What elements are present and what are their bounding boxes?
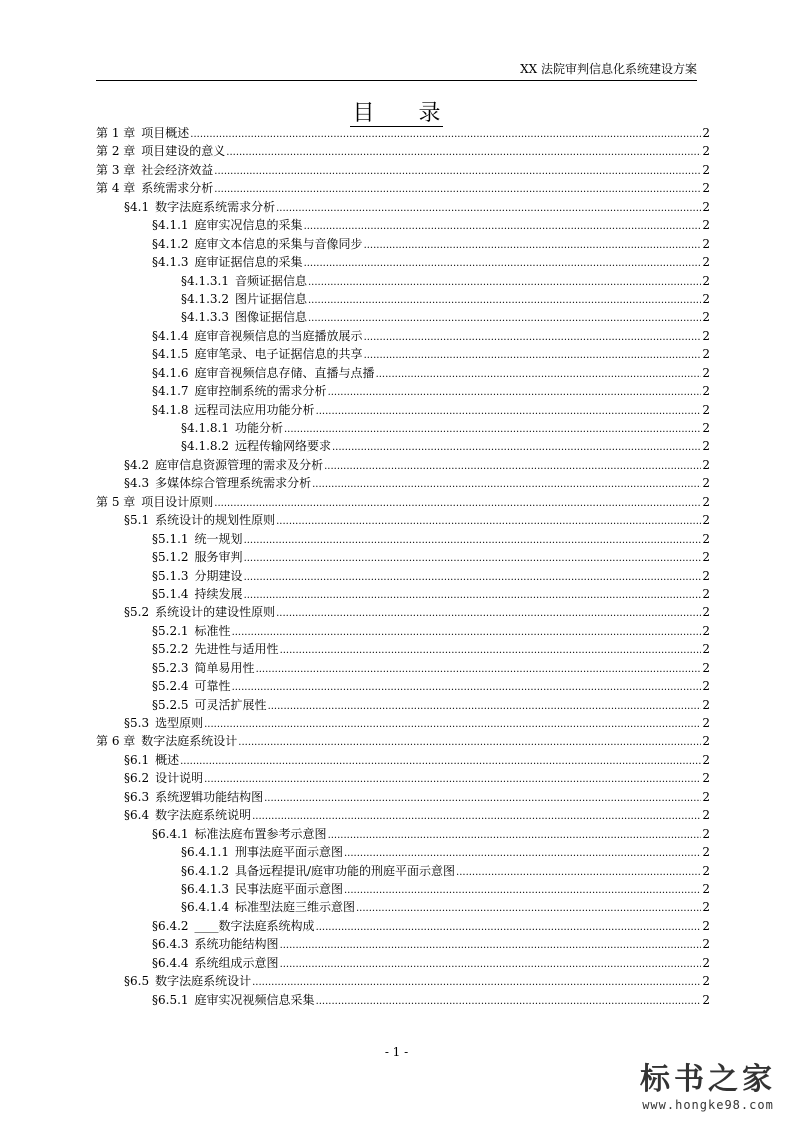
toc-entry-number: §5.1.4: [152, 586, 189, 601]
toc-entry-label: 庭审文本信息的采集与音像同步: [194, 236, 363, 251]
toc-entry[interactable]: [96, 548, 710, 566]
toc-entry-number: §6.4.4: [152, 955, 189, 970]
toc-entry[interactable]: [96, 456, 710, 474]
toc-entry-label: 庭审实况视频信息采集: [194, 992, 315, 1007]
toc-entry-page: 2: [702, 789, 710, 804]
toc-entry[interactable]: [96, 511, 710, 529]
toc-entry[interactable]: [96, 898, 710, 916]
toc-leader-dots: [190, 126, 701, 144]
toc-entry[interactable]: [96, 640, 710, 658]
toc-entry-number: §4.1.7: [152, 384, 189, 399]
toc-entry-label: 庭审信息资源管理的需求及分析: [155, 457, 324, 472]
toc-entry-label: 概述: [155, 752, 180, 767]
toc-entry-label: 功能分析: [234, 421, 283, 435]
toc-leader-dots: [244, 587, 702, 605]
running-header: XX 法院审判信息化系统建设方案: [520, 62, 697, 76]
toc-entry-label: 项目建设的意义: [141, 144, 226, 159]
toc-entry[interactable]: [96, 880, 710, 898]
toc-entry-label: 持续发展: [194, 586, 243, 601]
toc-entry-number: §6.4.1: [152, 826, 189, 841]
toc-entry[interactable]: [96, 345, 710, 363]
toc-entry[interactable]: [96, 142, 710, 160]
toc-entry[interactable]: [96, 401, 710, 419]
toc-entry-number: §4.1.3.3: [181, 310, 229, 325]
toc-entry-page: 2: [702, 310, 710, 325]
toc-entry-label: 简单易用性: [194, 660, 255, 675]
toc-entry-number: §5.2: [124, 605, 150, 620]
toc-entry-page: 2: [702, 660, 710, 675]
toc-entry-number: §4.1.4: [152, 328, 189, 343]
toc-entry-number: §6.4: [124, 808, 150, 823]
toc-entry[interactable]: [96, 714, 710, 732]
toc-leader-dots: [364, 347, 702, 365]
toc-entry[interactable]: [96, 364, 710, 382]
toc-entry-label: 可灵活扩展性: [194, 697, 267, 712]
toc-entry-number: §4.1.8.2: [181, 439, 229, 454]
toc-entry-number: §4.1.3.2: [181, 291, 229, 306]
toc-leader-dots: [238, 734, 701, 752]
toc-title: [0, 96, 793, 127]
toc-entry-label: 民事法庭平面示意图: [234, 881, 343, 896]
toc-leader-dots: [284, 421, 701, 439]
toc-entry-number: §5.2.2: [152, 642, 189, 657]
toc-entry-label: 系统设计的规划性原则: [155, 513, 276, 528]
header-divider: [96, 80, 697, 81]
toc-entry-number: §6.4.1.2: [181, 863, 229, 878]
toc-entry[interactable]: [96, 437, 710, 455]
toc-entry-label: 庭审控制系统的需求分析: [194, 384, 327, 399]
toc-entry-page: 2: [702, 457, 710, 472]
toc-entry-number: §4.2: [124, 457, 150, 472]
toc-entry[interactable]: [96, 935, 710, 953]
toc-leader-dots: [276, 605, 701, 623]
toc-entry-number: §5.2.1: [152, 623, 189, 638]
toc-entry-label: 庭审音视频信息的当庭播放展示: [194, 328, 363, 343]
toc-entry-number: §4.1.3: [152, 255, 189, 270]
toc-entry-page: 2: [702, 937, 710, 952]
toc-entry-page: 2: [702, 992, 710, 1007]
toc-entry-page: 2: [702, 421, 710, 435]
toc-leader-dots: [304, 218, 702, 236]
toc-entry-label: 项目设计原则: [141, 494, 214, 509]
toc-entry-number: §6.4.1.1: [181, 845, 229, 860]
toc-entry-number: §4.1.5: [152, 347, 189, 362]
toc-entry-number: §5.2.3: [152, 660, 189, 675]
toc-entry-page: 2: [702, 126, 710, 140]
toc-entry-page: 2: [702, 679, 710, 694]
watermark-url: www.hongke98.com: [642, 1098, 774, 1112]
toc-leader-dots: [214, 181, 701, 199]
watermark: [633, 1062, 783, 1112]
toc-leader-dots: [328, 827, 702, 845]
toc-entry-page: 2: [702, 531, 710, 546]
toc-entry-label: 庭审实况信息的采集: [194, 218, 303, 233]
toc-entry-label: 系统设计的建设性原则: [155, 605, 276, 620]
toc-leader-dots: [252, 974, 701, 992]
toc-entry-number: §4.3: [124, 476, 150, 491]
toc-leader-dots: [308, 310, 701, 328]
toc-entry[interactable]: [96, 382, 710, 400]
toc-entry-page: 2: [702, 881, 710, 896]
toc-leader-dots: [264, 790, 701, 808]
toc-entry[interactable]: [96, 954, 710, 972]
toc-entry[interactable]: [96, 585, 710, 603]
toc-entry[interactable]: [96, 308, 710, 326]
toc-entry-page: 2: [702, 808, 710, 823]
toc-entry[interactable]: [96, 751, 710, 769]
toc-entry-label: 数字法庭系统需求分析: [155, 199, 276, 214]
table-of-contents: [96, 124, 710, 1009]
toc-entry-number: §4.1.8.1: [181, 421, 229, 435]
toc-entry-label: 刑事法庭平面示意图: [234, 845, 343, 860]
toc-entry-number: §5.1.1: [152, 531, 189, 546]
toc-entry-page: 2: [702, 900, 710, 915]
toc-entry-label: 音频证据信息: [234, 273, 307, 288]
toc-entry-number: §5.3: [124, 716, 150, 730]
toc-entry-label: 标准法庭布置参考示意图: [194, 826, 327, 841]
toc-entry-page: 2: [702, 291, 710, 306]
toc-entry[interactable]: [96, 603, 710, 621]
toc-entry[interactable]: [96, 474, 710, 492]
toc-leader-dots: [280, 937, 702, 955]
toc-entry-label: 统一规划: [194, 531, 243, 546]
toc-entry-label: 分期建设: [194, 568, 243, 583]
toc-leader-dots: [316, 919, 702, 937]
toc-entry-label: 选型原则: [155, 716, 204, 730]
toc-entry-number: §6.5: [124, 974, 150, 989]
toc-leader-dots: [276, 200, 701, 218]
toc-leader-dots: [244, 569, 702, 587]
toc-entry-page: 2: [702, 974, 710, 989]
toc-entry[interactable]: [96, 216, 710, 234]
toc-entry-page: 2: [702, 439, 710, 454]
toc-entry-page: 2: [702, 494, 710, 509]
toc-entry-number: §4.1.6: [152, 365, 189, 380]
toc-entry[interactable]: [96, 198, 710, 216]
toc-title-text: 目 录: [352, 101, 441, 126]
toc-entry-label: 标准性: [194, 623, 231, 638]
toc-entry[interactable]: [96, 253, 710, 271]
toc-entry-label: 可靠性: [194, 679, 231, 694]
toc-entry[interactable]: [96, 917, 710, 935]
toc-entry[interactable]: [96, 991, 710, 1009]
toc-entry-number: §5.1.2: [152, 550, 189, 565]
toc-entry-page: 2: [702, 826, 710, 841]
toc-leader-dots: [232, 624, 702, 642]
toc-entry[interactable]: [96, 567, 710, 585]
toc-entry-number: 第 6 章: [96, 734, 136, 749]
toc-leader-dots: [308, 292, 701, 310]
toc-leader-dots: [312, 476, 701, 494]
toc-entry-number: 第 4 章: [96, 181, 136, 196]
toc-leader-dots: [276, 513, 701, 531]
toc-entry-label: 远程司法应用功能分析: [194, 402, 315, 417]
toc-entry-number: §6.4.3: [152, 937, 189, 952]
toc-entry-page: 2: [702, 623, 710, 638]
toc-leader-dots: [204, 716, 701, 734]
toc-entry[interactable]: [96, 769, 710, 787]
toc-entry[interactable]: [96, 659, 710, 677]
toc-leader-dots: [244, 532, 702, 550]
toc-leader-dots: [256, 661, 702, 679]
toc-entry-number: §6.5.1: [152, 992, 189, 1007]
toc-entry-page: 2: [702, 402, 710, 417]
toc-entry-page: 2: [702, 162, 710, 177]
toc-entry[interactable]: [96, 235, 710, 253]
toc-entry-label: 设计说明: [155, 771, 204, 786]
toc-entry-page: 2: [702, 918, 710, 933]
toc-entry-label: 多媒体综合管理系统需求分析: [155, 476, 312, 491]
toc-entry-page: 2: [702, 236, 710, 251]
toc-entry-number: §4.1.2: [152, 236, 189, 251]
toc-entry-number: §6.3: [124, 789, 150, 804]
toc-entry-number: §5.2.4: [152, 679, 189, 694]
toc-entry[interactable]: [96, 677, 710, 695]
toc-entry[interactable]: [96, 124, 710, 142]
toc-entry-label: 数字法庭系统设计: [141, 734, 238, 749]
toc-entry-page: 2: [702, 199, 710, 214]
page-number: - 1 -: [384, 1045, 409, 1059]
toc-entry-page: 2: [702, 255, 710, 270]
toc-entry[interactable]: [96, 161, 710, 179]
toc-leader-dots: [364, 329, 702, 347]
toc-leader-dots: [180, 753, 701, 771]
toc-entry-page: 2: [702, 347, 710, 362]
toc-entry-number: §4.1.3.1: [181, 273, 229, 288]
toc-entry-page: 2: [702, 273, 710, 288]
toc-entry-page: 2: [702, 144, 710, 159]
toc-leader-dots: [232, 679, 702, 697]
toc-entry-label: 庭审音视频信息存储、直播与点播: [194, 365, 375, 380]
toc-entry[interactable]: [96, 493, 710, 511]
toc-entry-number: §4.1.1: [152, 218, 189, 233]
toc-entry-label: 图片证据信息: [234, 291, 307, 306]
toc-leader-dots: [324, 458, 701, 476]
toc-entry[interactable]: [96, 862, 710, 880]
toc-leader-dots: [280, 956, 702, 974]
toc-entry-number: §5.2.5: [152, 697, 189, 712]
toc-leader-dots: [316, 403, 702, 421]
toc-leader-dots: [204, 771, 701, 789]
toc-entry-page: 2: [702, 476, 710, 491]
toc-entry-page: 2: [702, 328, 710, 343]
toc-entry-label: 服务审判: [194, 550, 243, 565]
toc-entry-label: 庭审笔录、电子证据信息的共享: [194, 347, 363, 362]
toc-entry-label: 具备远程提讯/庭审功能的刑庭平面示意图: [234, 863, 456, 878]
toc-entry[interactable]: [96, 327, 710, 345]
toc-entry[interactable]: [96, 696, 710, 714]
toc-leader-dots: [214, 495, 701, 513]
toc-entry-number: §6.1: [124, 752, 150, 767]
toc-entry[interactable]: [96, 788, 710, 806]
toc-entry-page: 2: [702, 568, 710, 583]
toc-entry-number: 第 2 章: [96, 144, 136, 159]
toc-entry[interactable]: [96, 843, 710, 861]
toc-leader-dots: [356, 900, 701, 918]
toc-entry[interactable]: [96, 622, 710, 640]
toc-entry[interactable]: [96, 179, 710, 197]
toc-entry-page: 2: [702, 384, 710, 399]
toc-leader-dots: [304, 255, 702, 273]
toc-entry-number: §5.1: [124, 513, 150, 528]
toc-entry-page: 2: [702, 863, 710, 878]
toc-entry-number: §6.4.2: [152, 918, 189, 933]
toc-entry-page: 2: [702, 365, 710, 380]
toc-leader-dots: [226, 144, 701, 162]
toc-entry-label: 标准型法庭三维示意图: [234, 900, 355, 915]
toc-entry-number: §5.1.3: [152, 568, 189, 583]
toc-entry-page: 2: [702, 734, 710, 749]
toc-entry-number: §4.1: [124, 199, 150, 214]
toc-leader-dots: [376, 366, 702, 384]
toc-entry-label: 先进性与适用性: [194, 642, 279, 657]
toc-entry-page: 2: [702, 955, 710, 970]
toc-entry[interactable]: [96, 419, 710, 437]
toc-entry-page: 2: [702, 771, 710, 786]
toc-entry[interactable]: [96, 272, 710, 290]
toc-entry-page: 2: [702, 513, 710, 528]
toc-leader-dots: [268, 698, 702, 716]
toc-entry-page: 2: [702, 752, 710, 767]
toc-entry-page: 2: [702, 550, 710, 565]
toc-entry-label: 远程传输网络要求: [234, 439, 331, 454]
toc-entry-label: 系统组成示意图: [194, 955, 279, 970]
toc-entry-page: 2: [702, 716, 710, 730]
toc-entry-label: 系统逻辑功能结构图: [155, 789, 264, 804]
toc-entry-page: 2: [702, 642, 710, 657]
toc-entry[interactable]: [96, 732, 710, 750]
toc-entry-page: 2: [702, 605, 710, 620]
toc-entry-number: §6.2: [124, 771, 150, 786]
toc-entry-page: 2: [702, 586, 710, 601]
toc-leader-dots: [308, 274, 701, 292]
toc-entry[interactable]: [96, 806, 710, 824]
toc-entry[interactable]: [96, 972, 710, 990]
toc-entry-page: 2: [702, 181, 710, 196]
toc-entry-number: §6.4.1.4: [181, 900, 229, 915]
toc-entry[interactable]: [96, 290, 710, 308]
toc-entry-label: 图像证据信息: [234, 310, 307, 325]
toc-entry-label: 系统需求分析: [141, 181, 214, 196]
toc-entry-label: 庭审证据信息的采集: [194, 255, 303, 270]
toc-entry-number: §4.1.8: [152, 402, 189, 417]
toc-entry-label: 数字法庭系统设计: [155, 974, 252, 989]
toc-entry-number: 第 3 章: [96, 162, 136, 177]
toc-leader-dots: [364, 237, 702, 255]
toc-entry-number: 第 1 章: [96, 126, 136, 140]
watermark-logo: 标书之家: [640, 1062, 776, 1097]
toc-leader-dots: [280, 642, 702, 660]
toc-entry-label: 数字法庭系统说明: [155, 808, 252, 823]
toc-entry-number: 第 5 章: [96, 494, 136, 509]
toc-entry-label: ____数字法庭系统构成: [194, 918, 315, 933]
toc-leader-dots: [328, 384, 702, 402]
toc-entry-label: 项目概述: [141, 126, 190, 140]
toc-entry-label: 系统功能结构图: [194, 937, 279, 952]
toc-leader-dots: [456, 864, 701, 882]
toc-entry-label: 社会经济效益: [141, 162, 214, 177]
toc-leader-dots: [332, 439, 701, 457]
toc-leader-dots: [244, 550, 702, 568]
toc-entry-page: 2: [702, 697, 710, 712]
toc-entry-page: 2: [702, 218, 710, 233]
toc-leader-dots: [316, 993, 702, 1011]
toc-leader-dots: [344, 882, 701, 900]
toc-entry-page: 2: [702, 845, 710, 860]
toc-entry-number: §6.4.1.3: [181, 881, 229, 896]
toc-entry[interactable]: [96, 825, 710, 843]
toc-entry[interactable]: [96, 530, 710, 548]
toc-leader-dots: [214, 163, 701, 181]
